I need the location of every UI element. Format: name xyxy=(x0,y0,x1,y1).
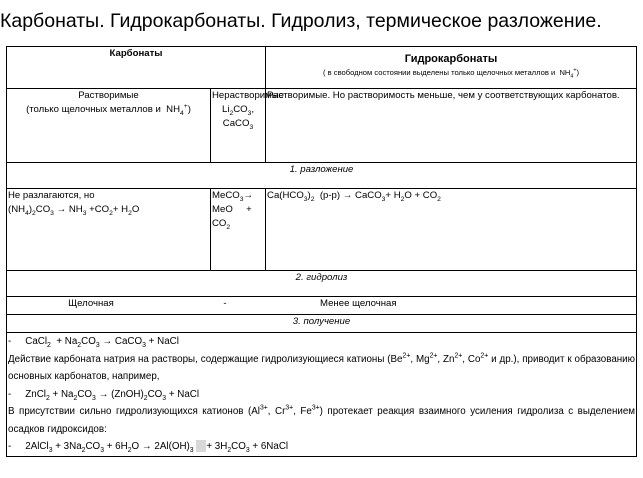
hydro-solubility: Растворимые. Но растворимость меньше, чем у соответствующих карбонатов. xyxy=(266,89,637,163)
highlight-mark xyxy=(196,440,206,452)
section-3-row xyxy=(7,315,637,333)
preparation-para-1: Действие карбоната натрия на растворы, содержащие гидролизующиеся катионы ($Be^{2+}$, $Mg^{2+}$, $Zn^{2+}$, $Co^{2+}$ и др.), приводит к образованию основных карбонатов, например, xyxy=(8,352,635,382)
hydrolysis-dash: - xyxy=(223,298,227,309)
carb-decomposition-text: Не разлагаются, но xyxy=(8,190,95,201)
hydrolysis-carbonates: Щелочная xyxy=(68,298,114,309)
carbonates-header: Карбонаты xyxy=(7,47,266,89)
preparation-row xyxy=(7,333,637,457)
section-decomposition: 1. разложение xyxy=(7,163,637,189)
hydrocarbonates-header: Гидрокарбонаты xyxy=(404,53,498,65)
hydrocarbonates-note: ( в свободном состоянии выделены только щелочных металлов и $NH_4^+$) xyxy=(323,67,580,80)
carb-decomposition xyxy=(7,189,211,271)
section-preparation: 3. получение xyxy=(7,315,637,333)
decomposition-row xyxy=(7,189,637,271)
preparation-eq-1: - CaCl$_2$ + $Na_2CO_3$ → CaCO$_3$ + NaCl xyxy=(8,336,179,349)
hydrocarbonates-header-cell xyxy=(266,47,637,89)
insoluble-cell: Нерастворимые $Li_2CO_3$, CaCO$_3$ xyxy=(211,89,266,163)
hydrolysis-row xyxy=(7,297,637,315)
soluble-label: Растворимые xyxy=(78,90,139,101)
meco3-decomposition: MeCO$_3$→ MeO + $CO_2$ xyxy=(211,189,266,271)
hydro-decomposition-eq: $Ca(HCO_3)_2$ (р-р) → CaCO$_3$+ $H_2O + CO_2$ xyxy=(266,189,637,271)
soluble-note: (только щелочных металлов и $NH_4^+$) xyxy=(26,102,191,117)
header-row xyxy=(7,47,637,89)
section-hydrolysis: 2. гидролиз xyxy=(7,271,637,297)
page-title: Карбонаты. Гидрокарбонаты. Гидролиз, термическое разложение. xyxy=(0,10,602,32)
preparation-eq-3: - 2AlCl$_3$ + $3Na_2CO_3 + 6H_2O \to 2Al(OH)_3 + 3H_2CO_3$ + 6NaCl xyxy=(8,441,289,454)
preparation-para-2: В присутствии сильно гидролизующихся катионов ($Al^{3+}$, $Cr^{3+}$, $Fe^{3+}$) протекает реакция взаимного усиления гидролиза с выделением осадков гидроксидов: xyxy=(8,404,636,435)
carb-decomposition-eq: $(NH_4)_2CO_3 \to NH_3 +CO_2+ H_2O$ xyxy=(8,204,140,217)
section-1-row xyxy=(7,163,637,189)
section-2-row xyxy=(7,271,637,297)
comparison-table xyxy=(6,46,637,457)
solubility-row xyxy=(7,89,637,163)
preparation-cell xyxy=(7,333,637,457)
soluble-cell xyxy=(7,89,211,163)
preparation-eq-2: - ZnCl$_2$ + $Na_2CO_3$ → $(ZnOH)_2CO_3$ + NaCl xyxy=(8,388,200,402)
hydrolysis-hydrocarbonates: Менее щелочная xyxy=(320,298,397,309)
